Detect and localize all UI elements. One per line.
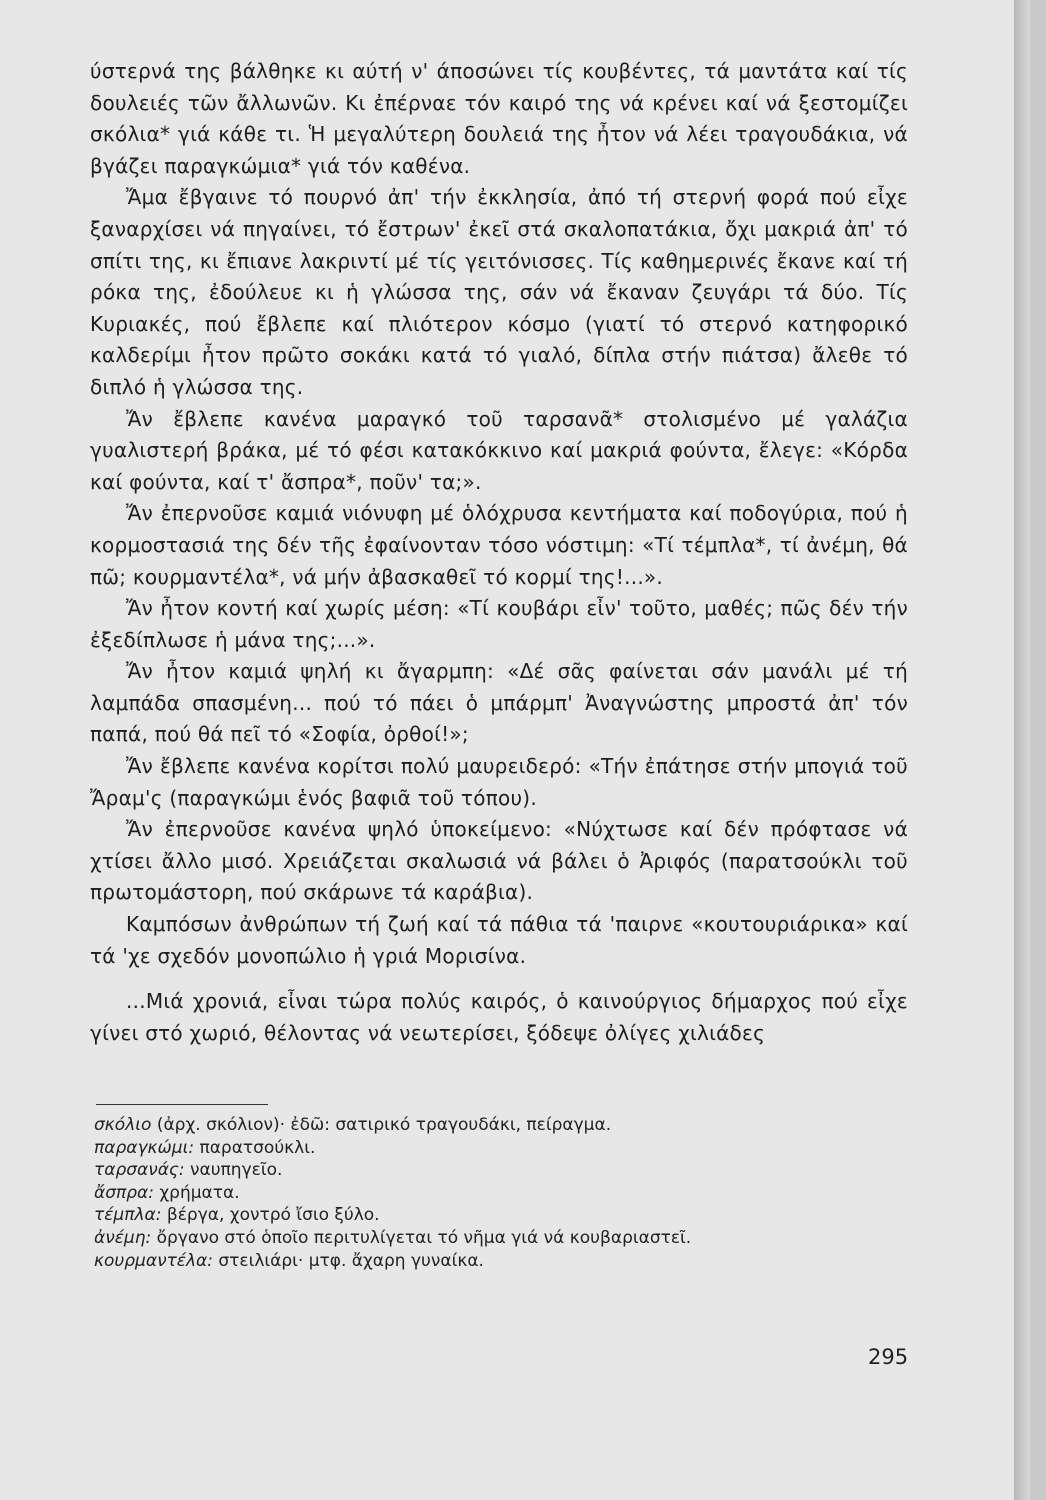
- paragraph: Ἄν ἔβλεπε κανένα μαραγκό τοῦ ταρσανᾶ* στολισμένο μέ γαλάζια γυαλιστερή βράκα, μέ τό φέσι κατακόκκινο καί μακριά φούντα, ἔλεγε: «Κόρδα καί φούντα, καί τ' ἄσπρα*, ποῦν' τα;».: [90, 406, 908, 494]
- footnote-term: κουρμαντέλα:: [94, 1250, 213, 1271]
- paragraph: ...Μιά χρονιά, εἶναι τώρα πολύς καιρός, ὁ καινούργιος δήμαρχος πού εἶχε γίνει στό χωριό, θέλοντας νά νεωτερίσει, ξόδεψε ὀλίγες χιλιάδες: [90, 989, 908, 1045]
- footnote: [94, 1159, 894, 1182]
- footnote-rule: [96, 1104, 268, 1105]
- footnote-definition: βέργα, χοντρό ἴσιο ξύλο.: [166, 1205, 380, 1226]
- footnote-term: ἄσπρα:: [94, 1182, 154, 1203]
- paragraph: Καμπόσων ἀνθρώπων τή ζωή καί τά πάθια τά 'παιρνε «κουτουριάρικα» καί τά 'χε σχεδόν μονοπώλιο ἡ γριά Μορισίνα.: [90, 912, 908, 968]
- footnote: [94, 1182, 894, 1205]
- paragraph: ύστερνά της βάλθηκε κι αύτή ν' άποσώνει τίς κουβέντες, τά μαντάτα καί τίς δουλειές τῶν ἄλλωνῶν. Κι ἐπέρναε τόν καιρό της νά κρένει καί νά ξεστομίζει σκόλια* γιά κάθε τι. Ἡ μεγαλύτερη δουλειά της ἦτον νά λέει τραγουδάκια, νά βγάζει παραγκώμια* γιά τόν καθένα.: [90, 59, 908, 178]
- footnote-term: σκόλιο: [94, 1115, 152, 1135]
- paragraph: Ἄν ἐπερνοῦσε κανένα ψηλό ὑποκείμενο: «Νύχτωσε καί δέν πρόφτασε νά χτίσει ἄλλο μισό. Χρειάζεται σκαλωσιά νά βάλει ὁ Ἀριφός (παρατσούκλι τοῦ πρωτομάστορη, πού σκάρωνε τά καράβια).: [90, 817, 908, 905]
- footnote: [94, 1204, 894, 1227]
- footnote-term: παραγκώμι:: [94, 1137, 195, 1158]
- footnote-term: τέμπλα:: [94, 1205, 162, 1226]
- footnote: [94, 1114, 894, 1137]
- footnote-term: ταρσανάς:: [94, 1160, 185, 1181]
- paragraph: Ἄν ἦτον κοντή καί χωρίς μέση: «Τί κουβάρι εἶν' τοῦτο, μαθές; πῶς δέν τήν ἐξεδίπλωσε ἡ μάνα της;...».: [90, 596, 908, 652]
- footnote-definition: παρατσούκλι.: [199, 1137, 316, 1158]
- footnote: [94, 1250, 894, 1273]
- footnote-definition: χρήματα.: [159, 1182, 240, 1203]
- paragraph: Ἄμα ἔβγαινε τό πουρνό ἀπ' τήν ἐκκλησία, ἀπό τή στερνή φορά πού εἶχε ξαναρχίσει νά πηγαίνει, τό ἔστρων' ἐκεῖ στά σκαλοπατάκια, ὄχι μακριά ἀπ' τό σπίτι της, κι ἔπιανε λακριντί μέ τίς γειτόνισσες. Τίς καθημερινές ἔκανε καί τή ρόκα της, ἐδούλευε κι ἡ γλώσσα της, σάν νά ἔκαναν ζευγάρι τά δύο. Τίς Κυριακές, πού ἔβλεπε καί πλιότερον κόσμο (γιατί τό στερνό κατηφορικό καλδερίμι ἦτον πρῶτο σοκάκι κατά τό γιαλό, δίπλα στήν πιάτσα) ἄλεθε τό διπλό ἡ γλώσσα της.: [90, 185, 908, 399]
- footnote-definition: ὄργανο στό ὁποῖο περιτυλίγεται τό νῆμα γιά νά κουβαριαστεῖ.: [156, 1227, 692, 1248]
- paragraph: Ἄν ἔβλεπε κανένα κορίτσι πολύ μαυρειδερό: «Τήν ἐπάτησε στήν μπογιά τοῦ Ἄραμ'ς (παραγκώμι ἑνός βαφιᾶ τοῦ τόπου).: [90, 754, 908, 810]
- page-number: 295: [868, 1345, 909, 1369]
- footnotes: [94, 1114, 894, 1272]
- paragraph: Ἄν ἐπερνοῦσε καμιά νιόνυφη μέ ὁλόχρυσα κεντήματα καί ποδογύρια, πού ἡ κορμοστασιά της δέν τῆς ἐφαίνονταν τόσο νόστιμη: «Τί τέμπλα*, τί ἀνέμη, θά πῶ; κουρμαντέλα*, νά μήν ἀβασκαθεῖ τό κορμί της!...».: [90, 501, 908, 589]
- footnote-definition: ναυπηγεῖο.: [190, 1160, 283, 1181]
- footnote-definition: (ἀρχ. σκόλιον)· ἐδῶ: σατιρικό τραγουδάκι, πείραγμα.: [156, 1115, 612, 1135]
- main-text: [90, 56, 908, 1049]
- footnote: [94, 1227, 894, 1250]
- footnote: [94, 1137, 894, 1160]
- paragraph: Ἄν ἦτον καμιά ψηλή κι ἄγαρμπη: «Δέ σᾶς φαίνεται σάν μανάλι μέ τή λαμπάδα σπασμένη... πού τό πάει ὁ μπάρμπ' Ἀναγνώστης μπροστά ἀπ' τόν παπά, πού θά πεῖ τό «Σοφία, ὀρθοί!»;: [90, 659, 908, 747]
- footnote-term: ἀνέμη:: [94, 1227, 152, 1248]
- page-edge: [1014, 0, 1030, 1500]
- footnote-definition: στειλιάρι· μτφ. ἄχαρη γυναίκα.: [218, 1250, 484, 1271]
